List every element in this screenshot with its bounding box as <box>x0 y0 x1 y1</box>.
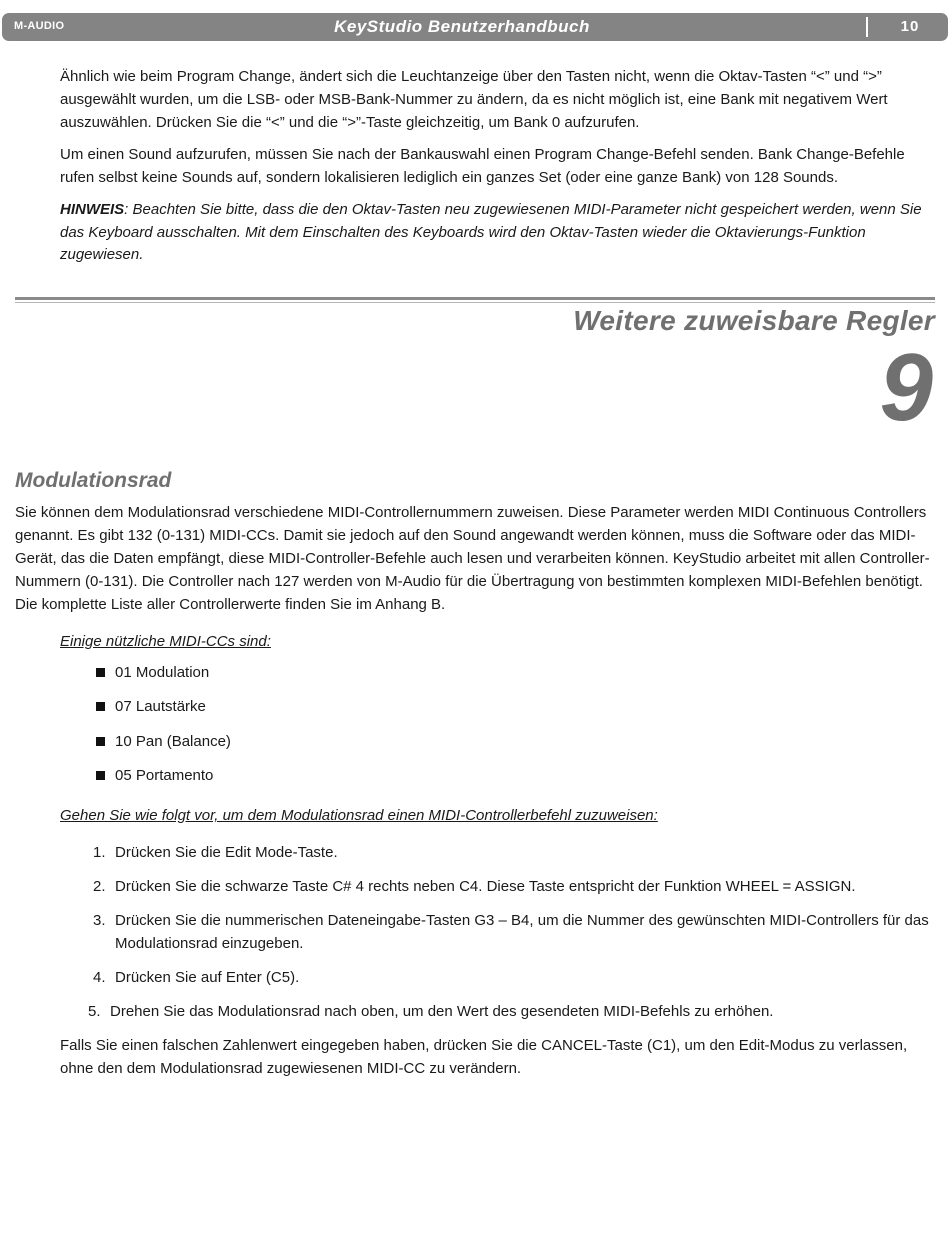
step-text: Drehen Sie das Modulationsrad nach oben, um den Wert des gesendeten MIDI-Befehls zu erhöhen. <box>110 1003 774 1020</box>
list-item-label: 10 Pan (Balance) <box>115 732 231 750</box>
chapter-title: Weitere zuweisbare Regler <box>573 305 935 336</box>
note-text: : Beachten Sie bitte, dass die den Oktav-Tasten neu zugewiesenen MIDI-Parameter nicht gespeichert werden, wenn Sie das Keyboard ausschalten. Mit dem Einschalten des Keyboards wird den Oktav-Tasten wieder die Oktavierungs-Funktion zugewiesen. <box>60 201 922 263</box>
note-label: HINWEIS <box>60 201 125 218</box>
closing-paragraph: Falls Sie einen falschen Zahlenwert eingegeben haben, drücken Sie die CANCEL-Taste (C1), um den Edit-Modus zu verlassen, ohne den dem Modulationsrad zugewiesenen MIDI-CC zu verändern. <box>60 1037 908 1077</box>
step-text: Drücken Sie die schwarze Taste C# 4 rechts neben C4. Diese Taste entspricht der Funktion WHEEL = ASSIGN. <box>115 878 856 895</box>
step-item <box>60 841 935 864</box>
page-header <box>2 13 948 41</box>
cc-list <box>96 661 231 798</box>
brand-logo: M-AUDIO <box>14 20 65 32</box>
step-number: 4. <box>93 969 106 986</box>
section-title: Modulationsrad <box>15 469 172 492</box>
step-item <box>60 909 935 955</box>
chapter-number: 9 <box>879 334 933 441</box>
step-number: 3. <box>93 912 106 929</box>
step-text: Drücken Sie die Edit Mode-Taste. <box>115 844 338 861</box>
header-divider <box>866 17 868 37</box>
list-item-label: 07 Lautstärke <box>115 698 206 716</box>
intro-paragraph-sound: Um einen Sound aufzurufen, müssen Sie nach der Bankauswahl einen Program Change-Befehl senden. Bank Change-Befehle rufen selbst keine Sounds auf, sondern lokalisieren lediglich ein ganzes Set (oder eine ganze Bank) von 128 Sounds. <box>60 146 905 186</box>
bullet-square-icon <box>96 737 105 746</box>
step-number: 5. <box>88 1003 101 1020</box>
step-item <box>60 875 935 898</box>
bullet-square-icon <box>96 702 105 711</box>
step-number: 1. <box>93 844 106 861</box>
cc-list-heading: Einige nützliche MIDI-CCs sind: <box>60 633 271 650</box>
list-item <box>96 695 231 729</box>
steps-heading: Gehen Sie wie folgt vor, um dem Modulationsrad einen MIDI-Controllerbefehl zuzuweisen: <box>60 807 658 824</box>
bullet-square-icon <box>96 668 105 677</box>
step-text: Drücken Sie auf Enter (C5). <box>115 969 300 986</box>
list-item-label: 01 Modulation <box>115 664 210 681</box>
manual-title: KeyStudio Benutzerhandbuch <box>334 17 590 36</box>
step-item <box>60 966 935 989</box>
section-paragraph: Sie können dem Modulationsrad verschiedene MIDI-Controllernummern zuweisen. Diese Parameter werden MIDI Continuous Controllers genannt. Es gibt 132 (0-131) MIDI-CCs. Damit sie jedoch auf den Sound angewandt werden können, muss die Software oder das MIDI-Gerät, das die Daten empfängt, diese MIDI-Controller-Befehle auch lesen und verarbeiten können. KeyStudio arbeitet mit allen Controller-Nummern (0-131). Die Controller nach 127 werden von M-Audio für die Übertragung von bestimmten komplexen MIDI-Befehlen benötigt. Die komplette Liste aller Controllerwerte finden Sie im Anhang B. <box>15 504 930 613</box>
note-paragraph <box>60 199 935 267</box>
chapter-divider <box>15 297 935 300</box>
list-item <box>96 764 231 798</box>
bullet-square-icon <box>96 771 105 780</box>
page-number: 10 <box>900 18 920 35</box>
chapter-divider-thin <box>15 302 935 303</box>
step-text: Drücken Sie die nummerischen Dateneingabe-Tasten G3 – B4, um die Nummer des gewünschten MIDI-Controllers für das Modulationsrad einzugeben. <box>115 912 929 952</box>
list-item-label: 05 Portamento <box>115 766 214 784</box>
step-item <box>60 1000 935 1023</box>
list-item <box>96 661 231 695</box>
step-number: 2. <box>93 878 106 895</box>
intro-paragraph-octave: Ähnlich wie beim Program Change, ändert sich die Leuchtanzeige über den Tasten nicht, wenn die Oktav-Tasten “<” und “>” ausgewählt wurden, um die LSB- oder MSB-Bank-Nummer zu ändern, da es nicht möglich ist, eine Bank mit negativem Wert auszuwählen. Drücken Sie die “<” und die “>”-Taste gleichzeitig, um Bank 0 aufzurufen. <box>60 68 888 131</box>
list-item <box>96 730 231 764</box>
